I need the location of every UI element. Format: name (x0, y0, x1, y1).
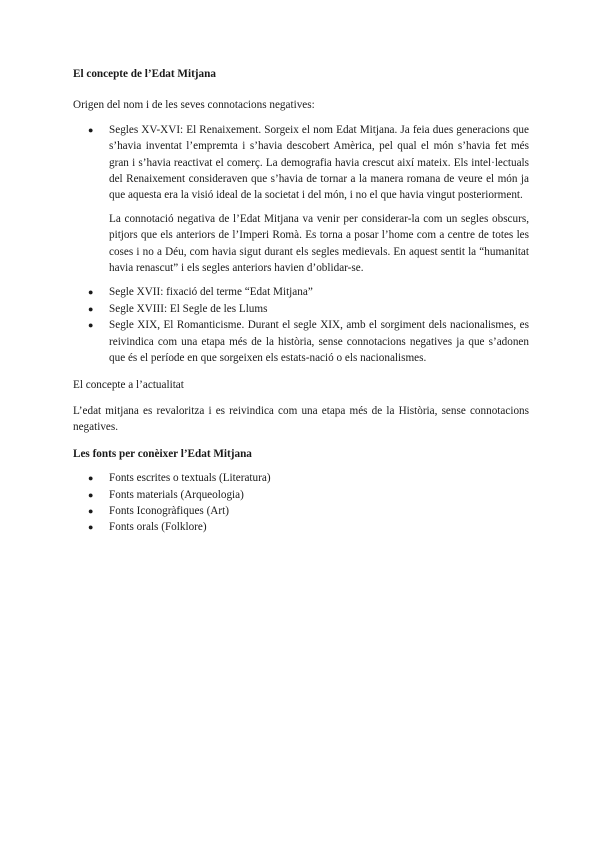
list-item (73, 284, 529, 300)
section-paragraph-current: L’edat mitjana es revaloritza i es reivindica com una etapa més de la Història, sense connotacions negatives. (73, 404, 529, 434)
sources-list (73, 470, 529, 536)
list-item-extra-paragraph: La connotació negativa de l’Edat Mitjana va venir per considerar-la com un segles obscurs, pitjors que els anteriors de l’Imperi Romà. Es torna a posar l’home com a centre de totes les coses i no a Déu, com havia sigut durant els segles medievals. En aquest sentit la “humanitat havia renascut” i els segles anteriors havien d’oblidar-se. (109, 212, 529, 275)
list-item (73, 519, 529, 535)
list-item-text: Segle XVII: fixació del terme “Edat Mitjana” (109, 286, 313, 299)
bullet-icon: ● (88, 522, 94, 533)
list-item (73, 503, 529, 519)
list-item-text: Fonts materials (Arqueologia) (109, 488, 244, 501)
document-title: El concepte de l’Edat Mitjana (73, 68, 216, 80)
section-heading-current: El concepte a l’actualitat (73, 378, 184, 391)
list-item-text: Fonts Iconogràfiques (Art) (109, 504, 229, 517)
list-item (73, 470, 529, 486)
list-item (73, 301, 529, 317)
list-item-text: Segle XVIII: El Segle de les Llums (109, 302, 268, 315)
list-item-text: Segles XV-XVI: El Renaixement. Sorgeix el nom Edat Mitjana. Ja feia dues generacions que s’havia inventat l’empremta i s’havia descobert Amèrica, pel qual el món s’havia fet més gran i s’havia reactivat el comerç. La demografia havia crescut així mateix. Els intel·lectuals del Renaixement consideraven que s’havia de tornar a la manera romana de veure el món ja que aquesta era la visió ideal de la societat i del món, i no el que havia vingut posteriorment. (109, 123, 529, 202)
history-list (73, 122, 529, 367)
bullet-icon: ● (88, 489, 94, 500)
bullet-icon: ● (88, 303, 94, 314)
subtitle-paragraph: Origen del nom i de les seves connotacions negatives: (73, 99, 315, 112)
list-item-text: Segle XIX, El Romanticisme. Durant el segle XIX, amb el sorgiment dels nacionalismes, es reivindica com una etapa més de la història, sense connotacions negatives ja que s’adonen que és el període en que sorgeixen els estats-nació o els nacionalismes. (109, 319, 529, 365)
bullet-icon: ● (88, 473, 94, 484)
list-item (73, 122, 529, 277)
list-item (73, 317, 529, 366)
bullet-icon: ● (88, 320, 94, 331)
list-item (73, 487, 529, 503)
bullet-icon: ● (88, 505, 94, 516)
list-item-text: Fonts escrites o textuals (Literatura) (109, 472, 271, 485)
bullet-icon: ● (88, 287, 94, 298)
section-heading-sources: Les fonts per conèixer l’Edat Mitjana (73, 447, 252, 460)
list-item-text: Fonts orals (Folklore) (109, 521, 207, 534)
document-body (73, 66, 529, 536)
bullet-icon: ● (88, 124, 94, 135)
